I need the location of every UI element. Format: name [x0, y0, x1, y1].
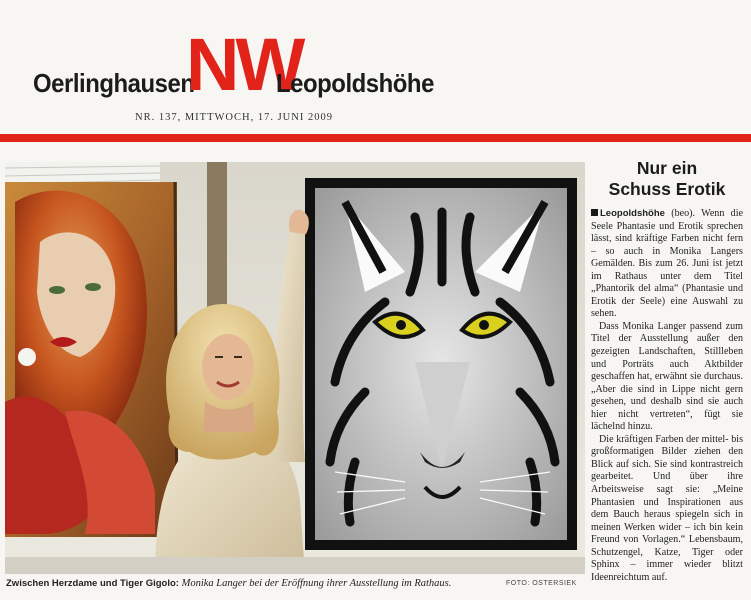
masthead-city-left: Oerlinghausen — [33, 68, 195, 98]
photo-caption — [6, 578, 586, 589]
newspaper-logo: NW — [186, 23, 302, 106]
article-photo — [5, 162, 585, 574]
paragraph-1 — [591, 208, 743, 321]
photo-illustration — [5, 162, 585, 574]
masthead-city-right: Leopoldshöhe — [276, 68, 434, 98]
left-painting — [5, 182, 177, 537]
paragraph-3: Die kräftigen Farben der mittel- bis großformatigen Bilder ziehen den Blick auf sich. Sie sind kontrastreich gearbeitet. Und über ihre Arbeitsweise sagt sie: „Meine Phantasien und Inspirationen aus dem Bauch heraus spiegeln sich in meinen Werken wider – ich bin kein Freund von Vorlagen.“ Lebensbaum, Schutzengel, Katze, Tiger oder Sphinx – immer wieder blitzt Ideenreichtum auf. — [591, 433, 743, 583]
tiger-painting — [305, 178, 577, 550]
article-headline — [591, 158, 743, 200]
caption-head: Zwischen Herzdame und Tiger Gigolo: — [6, 578, 179, 589]
paragraph-2: Dass Monika Langer passend zum Titel der Ausstellung außer den gezeigten Landschaften, Stillleben und Porträts auch Aktbilder geschaffen hat, erwähnt sie durchaus. „Aber die sind in Lippe nicht gern gesehen, und deshalb sind sie auch hier nicht vertreten“, fügt sie lächelnd hinzu. — [591, 320, 743, 433]
headline-line-2: Schuss Erotik — [608, 179, 726, 199]
bullet-square-icon — [591, 209, 598, 216]
article-body — [591, 208, 743, 584]
headline-line-1: Nur ein — [636, 158, 698, 178]
article-column — [591, 158, 743, 588]
red-divider — [0, 134, 751, 142]
masthead — [0, 0, 751, 135]
paragraph-1-text: (beo). Wenn die Seele Phantasie und Erotik sprechen lässt, sind kräftige Farben nicht fern – so auch in Monika Langers Gemälden. Bis zum 26. Juni ist jetzt im Rathaus unter dem Titel „Phantorik del alma“ (Phantasie und Erotik der Seele) eine Auswahl zu sehen. — [591, 208, 744, 320]
dateline: Leopoldshöhe — [600, 208, 665, 219]
caption-text: Monika Langer bei der Eröffnung ihrer Ausstellung im Rathaus. — [181, 578, 452, 589]
photo-credit: FOTO: OSTERSIEK — [506, 580, 577, 587]
issue-line: NR. 137, MITTWOCH, 17. JUNI 2009 — [135, 112, 333, 123]
